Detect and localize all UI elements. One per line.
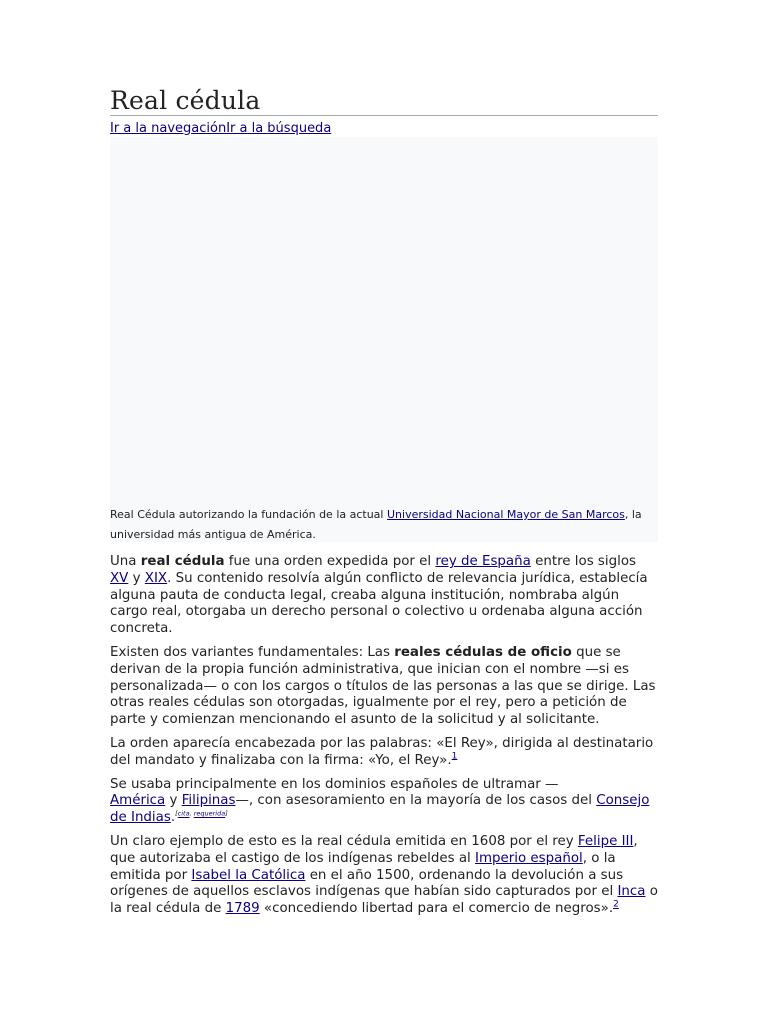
reference-link-1[interactable]: 1: [451, 751, 458, 762]
link-imperio-espanol[interactable]: Imperio español: [475, 850, 583, 866]
article-body: [110, 554, 658, 925]
link-isabel-la-catolica[interactable]: Isabel la Católica: [191, 867, 306, 883]
text: Una: [110, 554, 141, 569]
jump-to-search-link[interactable]: Ir a la búsqueda: [226, 121, 332, 136]
text: La orden aparecía encabezada por las palabras: «El Rey», dirigida al destinatario del mandato y finalizaba con la firma: «Yo, el Rey».: [110, 735, 654, 768]
paragraph-4: [110, 777, 658, 827]
link-filipinas[interactable]: Filipinas: [181, 793, 236, 809]
text: , que autorizaba el castigo de los indígenas rebeldes al: [110, 833, 638, 866]
text: Un claro ejemplo de esto es la real cédula emitida en 1608 por el rey: [110, 833, 578, 849]
link-inca[interactable]: Inca: [617, 884, 646, 900]
paragraph-1: [110, 554, 658, 638]
paragraph-2: [110, 645, 658, 729]
figure-caption: [110, 505, 658, 545]
caption-link-universidad[interactable]: Universidad Nacional Mayor de San Marcos: [386, 508, 625, 521]
separator: ,: [189, 809, 194, 818]
text: entre los siglos: [530, 554, 637, 569]
text: —, con asesoramiento en la mayoría de los casos del: [235, 793, 597, 809]
link-siglo-xix[interactable]: XIX: [144, 570, 168, 586]
citation-needed: [175, 810, 228, 818]
text: . Su contenido resolvía algún conflicto de relevancia jurídica, establecía alguna pauta de conducta legal, creaba alguna institución, nombraba algún cargo real, otorgaba un derecho personal o colectivo u ordenaba alguna acción concreta.: [110, 570, 648, 637]
text: que se derivan de la propia función administrativa, que inician con el nombre —si es personalizada— o con los cargos o títulos de las personas a las que se dirige. Las otras reales cédulas son otorgadas, igualmente por el rey, pero a petición de parte y comienzan mencionando el asunto de la solicitud y al solicitante.: [110, 644, 656, 728]
bracket: [: [175, 809, 178, 818]
paragraph-3: [110, 736, 658, 770]
figure: [110, 137, 658, 542]
text: y: [165, 793, 182, 809]
jump-to-navigation-link[interactable]: Ir a la navegación: [110, 121, 227, 136]
text: fue una orden expedida por el: [224, 554, 436, 569]
text: Existen dos variantes fundamentales: Las: [110, 644, 395, 660]
text: «concediendo libertad para el comercio de negros».: [259, 901, 614, 917]
requerida-link[interactable]: requerida: [193, 809, 226, 818]
link-felipe-iii[interactable]: Felipe III: [577, 833, 634, 849]
text: .: [170, 810, 176, 826]
link-siglo-xv[interactable]: XV: [110, 570, 129, 586]
paragraph-5: [110, 834, 658, 918]
cita-link[interactable]: cita: [177, 809, 190, 818]
text: y: [128, 570, 145, 586]
link-rey-de-espana[interactable]: rey de España: [435, 554, 531, 569]
reference-link-2[interactable]: 2: [613, 899, 619, 910]
text: Se usaba principalmente en los dominios españoles de ultramar —: [110, 776, 559, 792]
text: o la real cédula de: [110, 884, 658, 917]
text: , o la emitida por: [110, 850, 616, 883]
link-1789[interactable]: 1789: [225, 901, 260, 917]
bold-term: real cédula: [140, 554, 225, 569]
link-america[interactable]: América: [110, 793, 166, 809]
caption-text: Real Cédula autorizando la fundación de la actual: [110, 508, 387, 521]
page-title: Real cédula: [110, 86, 261, 115]
title-divider: [110, 115, 658, 116]
text: en el año 1500, ordenando la devolución a sus orígenes de aquellos esclavos indígenas que habían sido capturados por el: [110, 867, 624, 900]
jump-links: [110, 121, 331, 136]
caption-text-end: , la universidad más antigua de América.: [110, 508, 642, 541]
bracket: ]: [225, 809, 228, 818]
link-consejo-de-indias[interactable]: Consejo de Indias: [110, 793, 650, 826]
bold-term: reales cédulas de oficio: [394, 644, 572, 660]
